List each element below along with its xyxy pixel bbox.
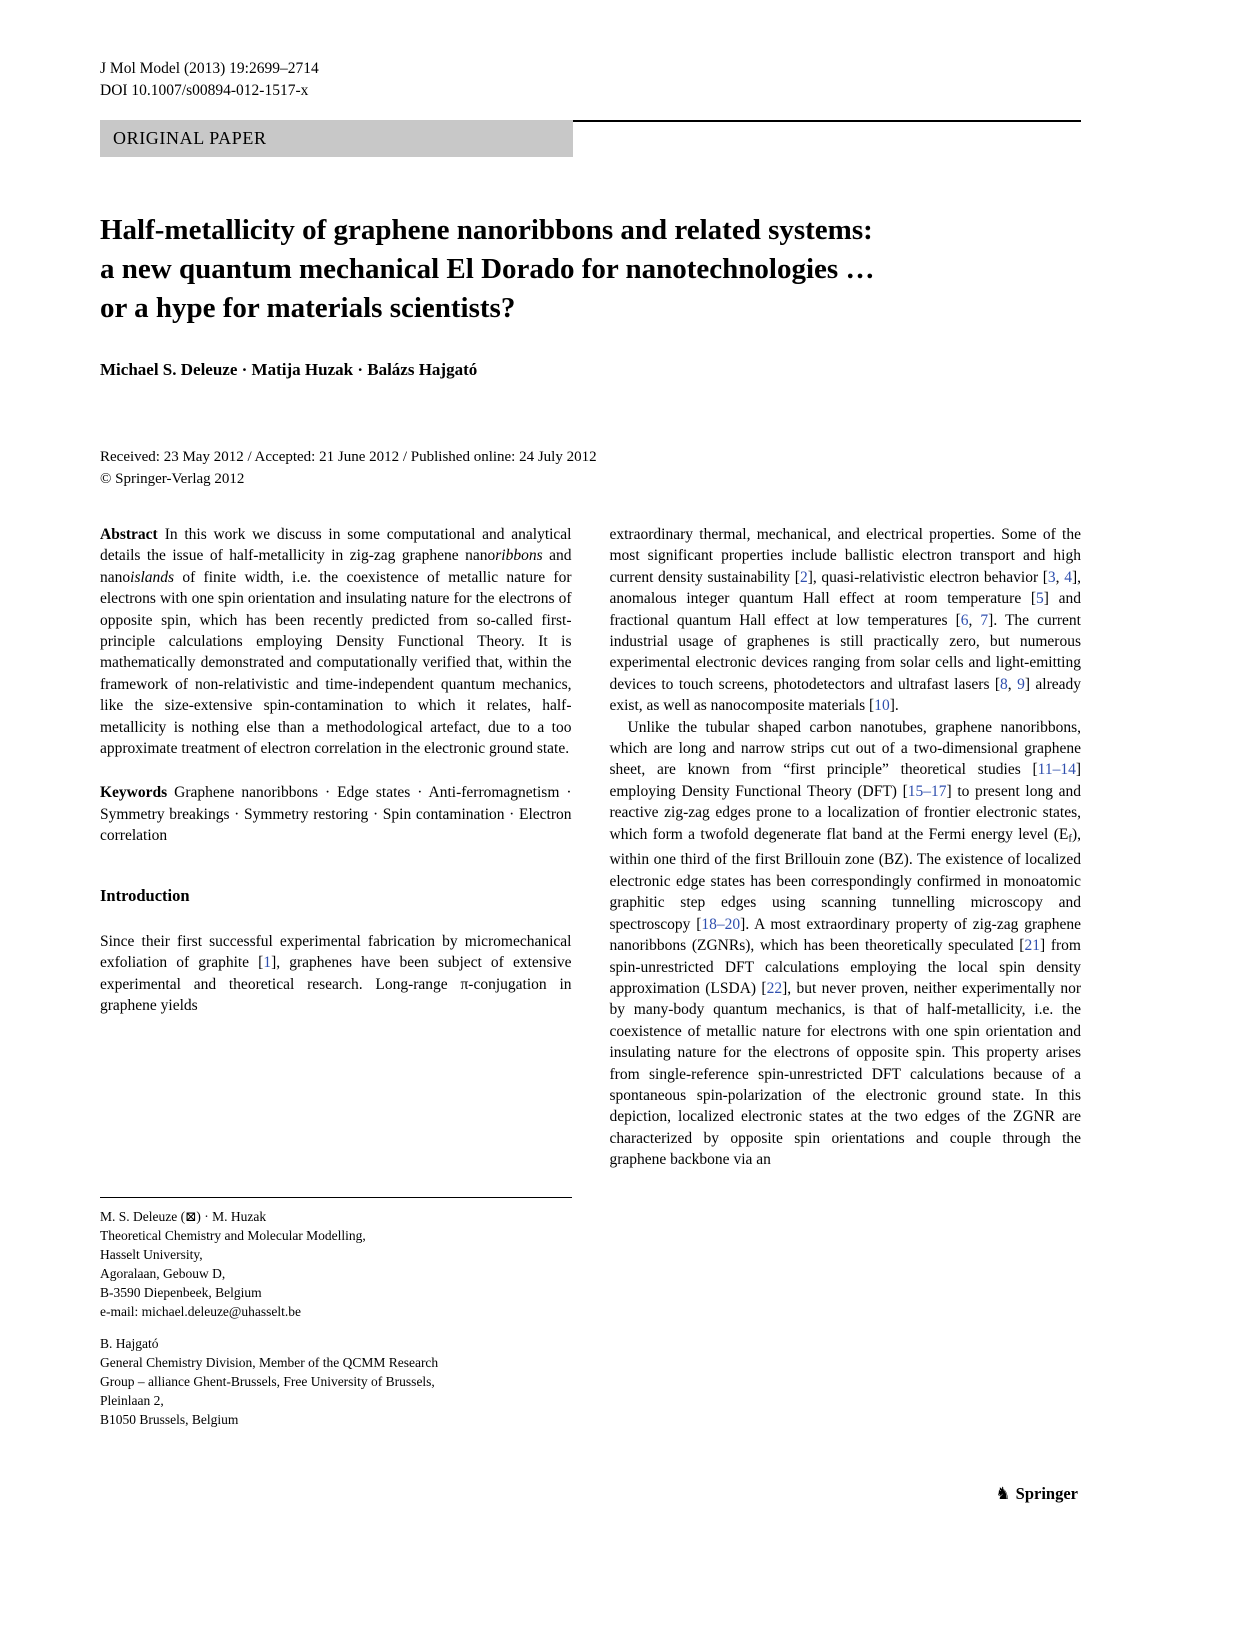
text-run: islands: [130, 568, 175, 586]
text-run: ] from spin-unrestricted DFT calculations employing the local spin density approximation (LSDA) [: [609, 937, 1081, 997]
citation-link[interactable]: 2: [799, 568, 808, 586]
introduction-heading: Introduction: [100, 885, 190, 905]
body-paragraph-1: [610, 524, 1082, 717]
footnote-rule: [100, 1197, 572, 1198]
citation-link[interactable]: 9: [1017, 675, 1025, 693]
text-line: a new quantum mechanical El Dorado for nanotechnologies …: [100, 253, 875, 285]
text-run: ]. A most extraordinary property of zig-zag graphene nanoribbons (ZGNRs), which has been theoretically speculated [: [609, 915, 1081, 955]
text-run: ] to present long and reactive zig-zag edges prone to a localization of frontier electronic states, which form a twofold degenerate flat band at the Fermi energy level (E: [609, 782, 1081, 843]
citation-link[interactable]: 21: [1024, 937, 1040, 955]
citation-link[interactable]: 6: [960, 611, 969, 629]
text-run: ].: [889, 697, 899, 715]
text-run: ], anomalous integer quantum Hall effect at room temperature [: [609, 568, 1081, 608]
right-column: [610, 524, 1082, 1429]
doi-line: DOI 10.1007/s00894-012-1517-x: [100, 82, 309, 99]
citation-link[interactable]: 8: [1000, 675, 1008, 693]
text-run: ] and fractional quantum Hall effect at low temperatures [: [609, 590, 1081, 629]
text-line: M. S. Deleuze (⊠) · M. Huzak: [100, 1209, 267, 1224]
two-column-body: [100, 524, 1081, 1429]
text-run: ,: [968, 611, 981, 629]
keywords-paragraph: [100, 782, 572, 846]
citation-link[interactable]: 4: [1064, 568, 1072, 586]
body-paragraph-2: [610, 717, 1082, 1171]
text-line: Group – alliance Ghent-Brussels, Free University of Brussels,: [100, 1374, 435, 1389]
original-paper-banner: ORIGINAL PAPER: [100, 120, 573, 157]
citation-link[interactable]: 5: [1036, 590, 1044, 608]
text-run: ]. The current industrial usage of graphenes is still practically zero, but numerous experimental electronic devices ranging from solar cells and light-emitting devices to touch screens, photodetectors and ultrafast lasers [: [609, 611, 1081, 693]
text-run: ribbons: [495, 547, 543, 565]
text-line: Pleinlaan 2,: [100, 1393, 164, 1408]
text-run: ,: [1007, 675, 1018, 693]
paper-type-row: [100, 120, 1081, 157]
text-line: B-3590 Diepenbeek, Belgium: [100, 1285, 262, 1300]
dates-block: [100, 446, 1081, 490]
text-line: Agoralaan, Gebouw D,: [100, 1266, 226, 1281]
text-run: ] already exist, as well as nanocomposite materials [: [609, 675, 1081, 715]
text-run: f: [1068, 832, 1072, 845]
text-run: Unlike the tubular shaped carbon nanotubes, graphene nanoribbons, which are long and narrow strips cut out of a two-dimensional graphene sheet, are known from “first principle” theoretical studies [: [609, 718, 1081, 779]
text-run: ], but never proven, neither experimentally nor by many-body quantum mechanics, is that of half-metallicity, i.e. the coexistence of metallic nature for electrons with one spin orientation and insulating nature for the electrons of opposite spin. This property arises from single-reference spin-unrestricted DFT calculations because of a spontaneous spin-polarization of the electronic ground state. In this depiction, localized electronic states at the two edges of the ZGNR are characterized by opposite spin orientations and couple through the graphene backbone via an: [609, 979, 1081, 1169]
received-line: Received: 23 May 2012 / Accepted: 21 June 2012 / Published online: 24 July 2012: [100, 449, 597, 465]
springer-wordmark: Springer: [1015, 1484, 1078, 1503]
citation-link[interactable]: 1: [263, 954, 272, 972]
abstract-text: [100, 526, 572, 757]
springer-logo: [995, 1484, 1078, 1504]
citation-link[interactable]: 18–20: [701, 915, 741, 933]
citation-link[interactable]: 10: [874, 697, 890, 715]
keywords-text: Graphene nanoribbons · Edge states · Anti-ferromagnetism · Symmetry breakings · Symmetry restoring · Spin contamination · Electron correlation: [100, 784, 572, 845]
journal-header: [100, 58, 1081, 102]
abstract-label: Abstract: [100, 526, 158, 543]
text-line: B. Hajgató: [100, 1336, 159, 1351]
citation-link[interactable]: 3: [1047, 568, 1056, 586]
text-run: ] employing Density Functional Theory (DFT) [: [609, 761, 1081, 800]
text-run: In this work we discuss in some computational and analytical details the issue of half-metallicity in zig-zag graphene nano: [100, 526, 572, 565]
text-line: Half-metallicity of graphene nanoribbons and related systems:: [100, 214, 873, 246]
text-run: ,: [1055, 568, 1065, 586]
affiliation-block: [100, 1334, 572, 1429]
left-column: [100, 524, 572, 1429]
paper-title: [100, 211, 1081, 328]
page-content: [100, 0, 1081, 1429]
correspondence-block: [100, 1207, 572, 1321]
footnote-area: [100, 1197, 572, 1429]
text-line: B1050 Brussels, Belgium: [100, 1412, 239, 1427]
abstract-paragraph: [100, 524, 572, 759]
text-run: ], graphenes have been subject of extensive experimental and theoretical research. Long-range π-conjugation in graphene yields: [100, 954, 572, 1014]
text-line: Hasselt University,: [100, 1247, 203, 1262]
introduction-paragraph: [100, 931, 572, 1017]
citation-link[interactable]: 22: [766, 979, 783, 997]
text-line: Theoretical Chemistry and Molecular Modelling,: [100, 1228, 366, 1243]
text-run: ), within one third of the first Brillouin zone (BZ). The existence of localized electronic edge states has been correspondingly confirmed in monoatomic graphitic step edges using scanning tunnelling microscopy and spectroscopy [: [609, 825, 1081, 933]
citation-link[interactable]: 7: [980, 611, 989, 629]
text-run: extraordinary thermal, mechanical, and electrical properties. Some of the most significant properties include ballistic electron transport and high current density sustainability [: [609, 526, 1081, 586]
text-run: of finite width, i.e. the coexistence of metallic nature for electrons with one spin orientation and insulating nature for the electrons of opposite spin, which has been recently predicted from so-called first-principle calculations employing Density Functional Theory. It is mathematically demonstrated and computationally verified that, within the framework of non-relativistic and time-independent quantum mechanics, like the size-extensive spin-contamination to which it relates, half-metallicity is nothing else than a methodological artefact, due to a too approximate treatment of electron correlation in the electronic ground state.: [100, 568, 572, 758]
text-run: ], quasi-relativistic electron behavior [: [807, 568, 1048, 586]
text-run: Since their first successful experimental fabrication by micromechanical exfoliation of graphite [: [100, 932, 572, 972]
journal-citation-line: J Mol Model (2013) 19:2699–2714: [100, 60, 319, 77]
text-run: and nano: [100, 547, 572, 586]
citation-link[interactable]: 15–17: [907, 782, 947, 800]
authors-line: Michael S. Deleuze · Matija Huzak · Balázs Hajgató: [100, 360, 478, 379]
copyright-line: © Springer-Verlag 2012: [100, 471, 245, 487]
citation-link[interactable]: 11–14: [1037, 761, 1076, 779]
text-line: General Chemistry Division, Member of the QCMM Research: [100, 1355, 439, 1370]
keywords-label: Keywords: [100, 784, 168, 802]
header-rule: [573, 120, 1081, 122]
text-line: e-mail: michael.deleuze@uhasselt.be: [100, 1304, 301, 1319]
springer-logo-icon: ♞: [995, 1484, 1011, 1503]
text-line: or a hype for materials scientists?: [100, 292, 516, 324]
